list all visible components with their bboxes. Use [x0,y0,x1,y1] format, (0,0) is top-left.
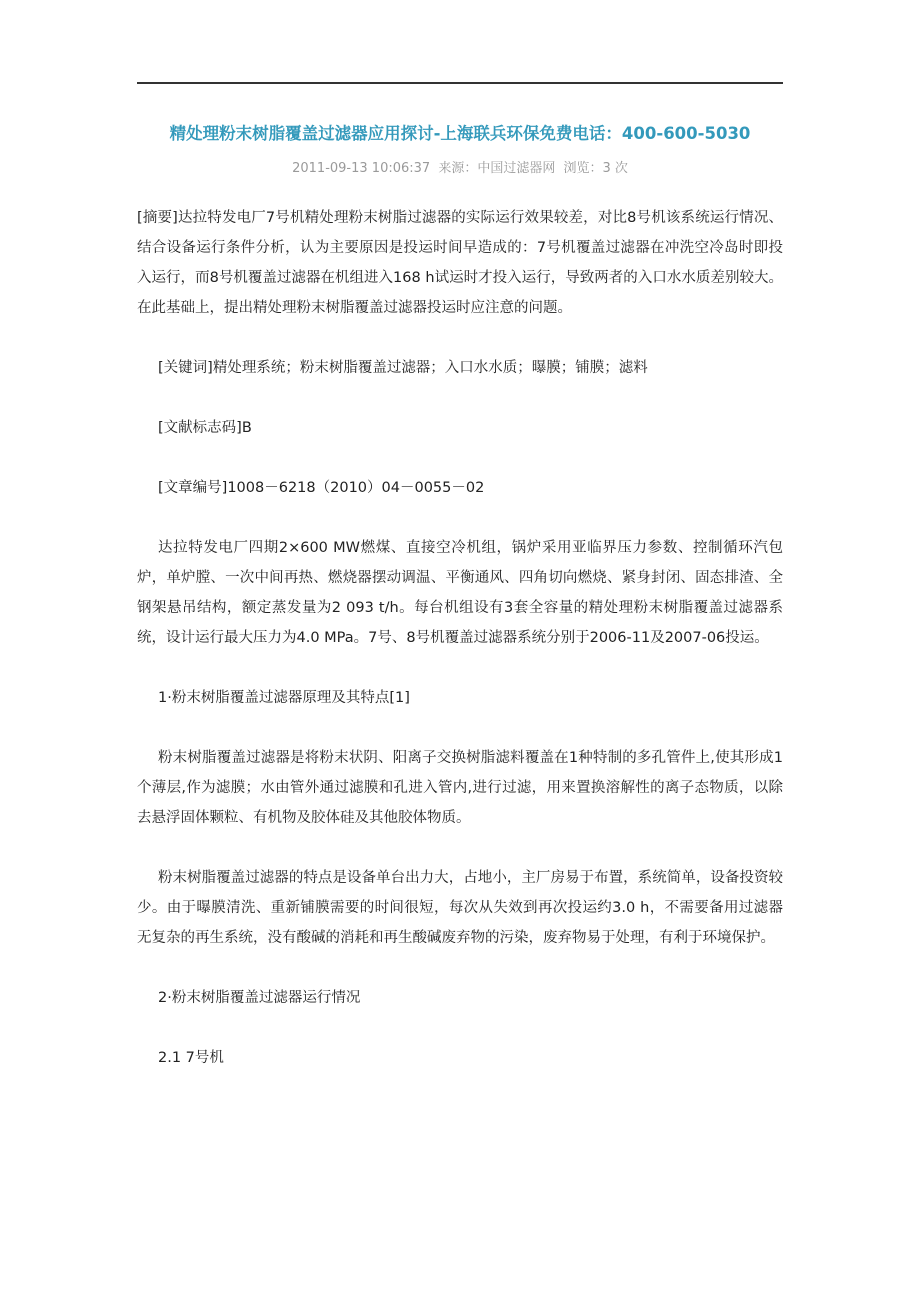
top-divider [137,82,783,84]
doc-code-paragraph: [文献标志码]B [158,420,252,436]
abstract-paragraph: [摘要]达拉特发电厂7号机精处理粉末树脂过滤器的实际运行效果较差，对比8号机该系统运行情况、结合设备运行条件分析，认为主要原因是投运时间早造成的：7号机覆盖过滤器在冲洗空冷岛时即投入运行，而8号机覆盖过滤器在机组进入168 h试运时才投入运行，导致两者的入口水水质差别较大。在此基础上，提出精处理粉末树脂覆盖过滤器投运时应注意的问题。 [137,210,783,316]
section-heading: 2·粉末树脂覆盖过滤器运行情况 [158,990,361,1006]
subsection-heading: 2.1 7号机 [158,1050,224,1066]
keywords-paragraph: [关键词]精处理系统；粉末树脂覆盖过滤器；入口水水质；曝膜；铺膜；滤料 [158,360,648,376]
publish-date: 2011-09-13 10:06:37 [292,161,431,176]
body-paragraph: 粉末树脂覆盖过滤器是将粉末状阴、阳离子交换树脂滤料覆盖在1种特制的多孔管件上,使其形成1个薄层,作为滤膜；水由管外通过滤膜和孔进入管内,进行过滤，用来置换溶解性的离子态物质，以除去悬浮固体颗粒、有机物及胶体硅及其他胶体物质。 [137,750,783,826]
body-paragraph: 粉末树脂覆盖过滤器的特点是设备单台出力大，占地小，主厂房易于布置，系统简单，设备投资较少。由于曝膜清洗、重新铺膜需要的时间很短，每次从失效到再次投运约3.0 h，不需要备用过滤器 无复杂的再生系统，没有酸碱的消耗和再生酸碱废弃物的污染，废弃物易于处理，有利于环境保护。 [137,870,783,946]
body-paragraph: 达拉特发电厂四期2×600 MW燃煤、直接空冷机组，锅炉采用亚临界压力参数、控制循环汽包炉，单炉膛、一次中间再热、燃烧器摆动调温、平衡通风、四角切向燃烧、紧身封闭、固态排渣、全钢架悬吊结构，额定蒸发量为2 093 t/h。每台机组设有3套全容量的精处理粉末树脂覆盖过滤器系统，设计运行最大压力为4.0 MPa。7号、8号机覆盖过滤器系统分别于2006-11及2007-06投运。 [137,540,783,646]
article-number-paragraph: [文章编号]1008－6218（2010）04－0055－02 [158,480,485,496]
view-count: 浏览：3 次 [563,161,628,176]
article-body [137,203,783,1073]
article-title: 精处理粉末树脂覆盖过滤器应用探讨-上海联兵环保免费电话：400-600-5030 [169,124,751,143]
source-label: 来源：中国过滤器网 [438,161,556,176]
section-heading: 1·粉末树脂覆盖过滤器原理及其特点[1] [158,690,410,706]
article-meta [137,157,783,176]
